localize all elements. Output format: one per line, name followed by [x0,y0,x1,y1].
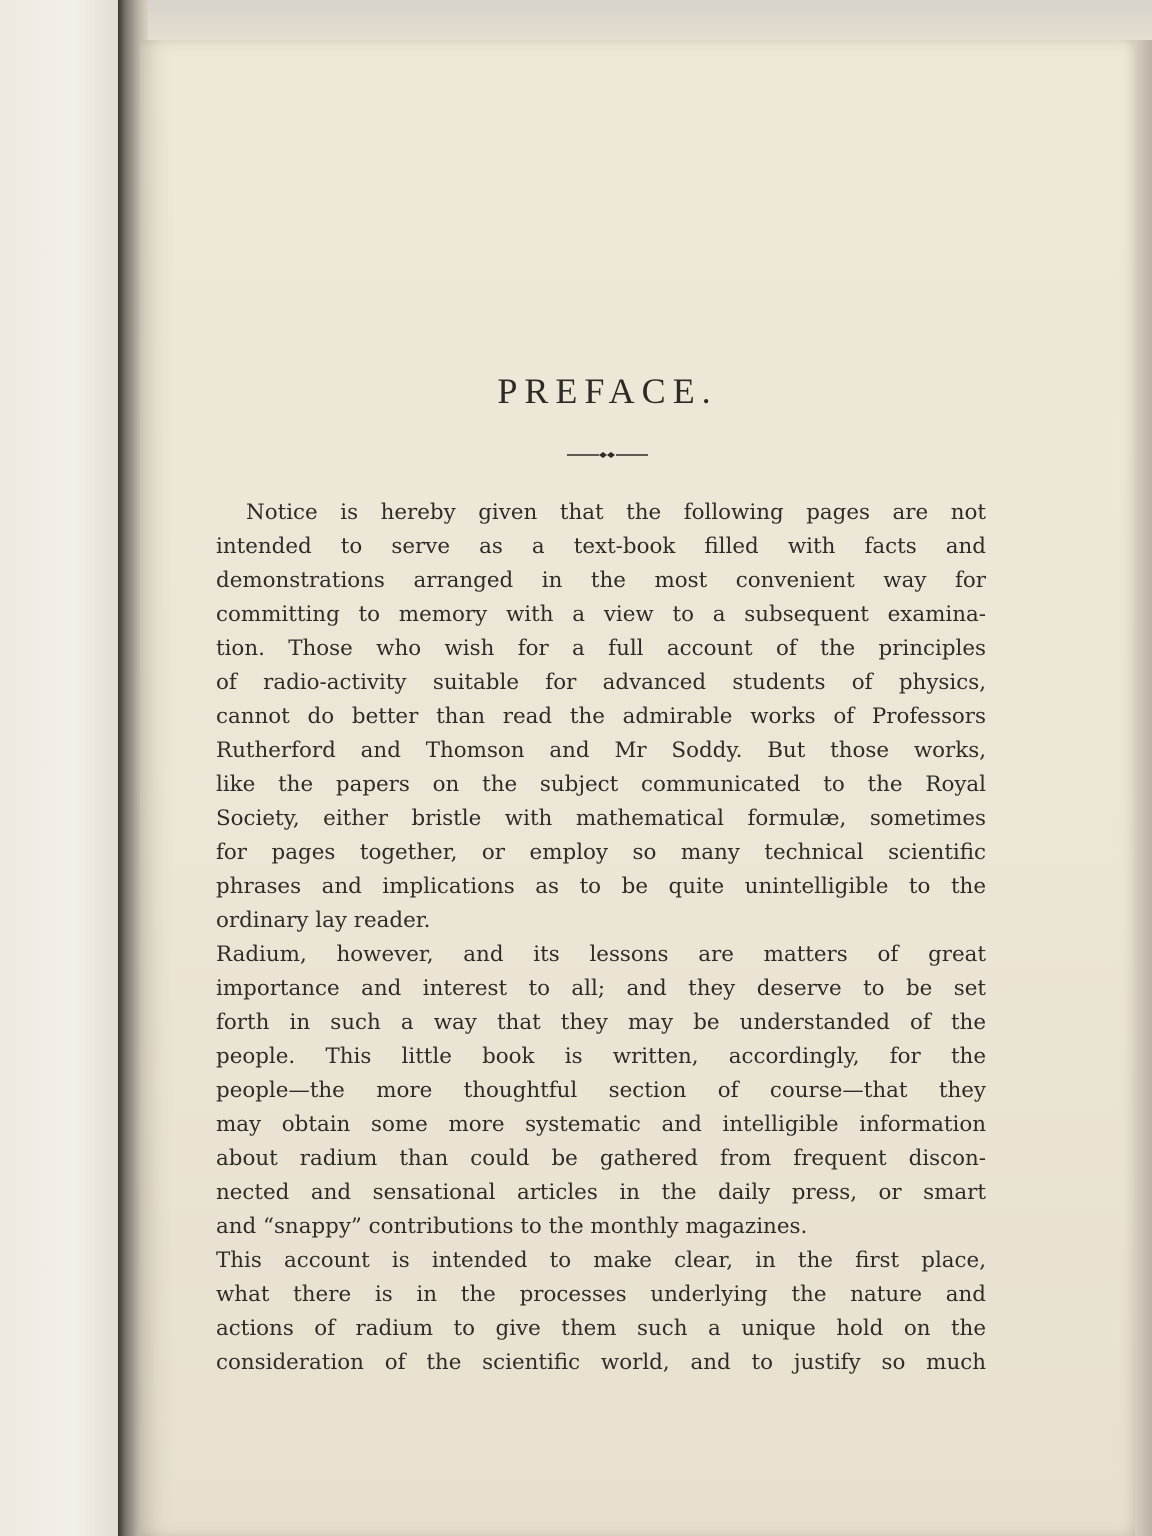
paragraph-3 [216,1244,986,1380]
text-line: and “snappy” contributions to the monthly magazines. [216,1214,808,1239]
facing-page-edge [0,0,120,1536]
text-line: what there is in the processes underlying the nature and [216,1282,986,1307]
text-line: actions of radium to give them such a unique hold on the [216,1316,986,1341]
background-surface [140,0,1152,40]
text-line: forth in such a way that they may be understanded of the [216,1010,986,1035]
text-line: nected and sensational articles in the daily press, or smart [216,1180,986,1205]
text-line: people. This little book is written, accordingly, for the [216,1044,986,1069]
text-line: consideration of the scientific world, and to justify so much [216,1350,986,1375]
text-line: importance and interest to all; and they deserve to be set [216,976,986,1001]
text-line: cannot do better than read the admirable works of Professors [216,704,986,729]
text-line: tion. Those who wish for a full account of the principles [216,636,986,661]
preface-body [216,496,986,1380]
text-line: for pages together, or employ so many technical scientific [216,840,986,865]
text-line: intended to serve as a text-book filled with facts and [216,534,986,559]
text-line: may obtain some more systematic and intelligible information [216,1112,986,1137]
text-line: about radium than could be gathered from frequent discon- [216,1146,986,1171]
paragraph-2 [216,938,986,1244]
ornament-divider-icon [565,448,650,462]
text-line: people—the more thoughtful section of course—that they [216,1078,986,1103]
page-title: PREFACE. [497,371,718,411]
text-line: demonstrations arranged in the most convenient way for [216,568,986,593]
page-stack-edge [1135,40,1152,1536]
text-line: Radium, however, and its lessons are matters of great [216,942,986,967]
text-line: like the papers on the subject communicated to the Royal [216,772,986,797]
text-line: phrases and implications as to be quite unintelligible to the [216,874,986,899]
text-line: Rutherford and Thomson and Mr Soddy. But those works, [216,738,986,763]
text-line: Notice is hereby given that the following pages are not [246,500,986,525]
text-line: of radio-activity suitable for advanced students of physics, [216,670,986,695]
text-line: committing to memory with a view to a subsequent examina- [216,602,986,627]
text-line: This account is intended to make clear, in the first place, [216,1248,986,1273]
paragraph-1 [216,496,986,938]
text-line: ordinary lay reader. [216,908,431,933]
text-line: Society, either bristle with mathematical formulæ, sometimes [216,806,986,831]
